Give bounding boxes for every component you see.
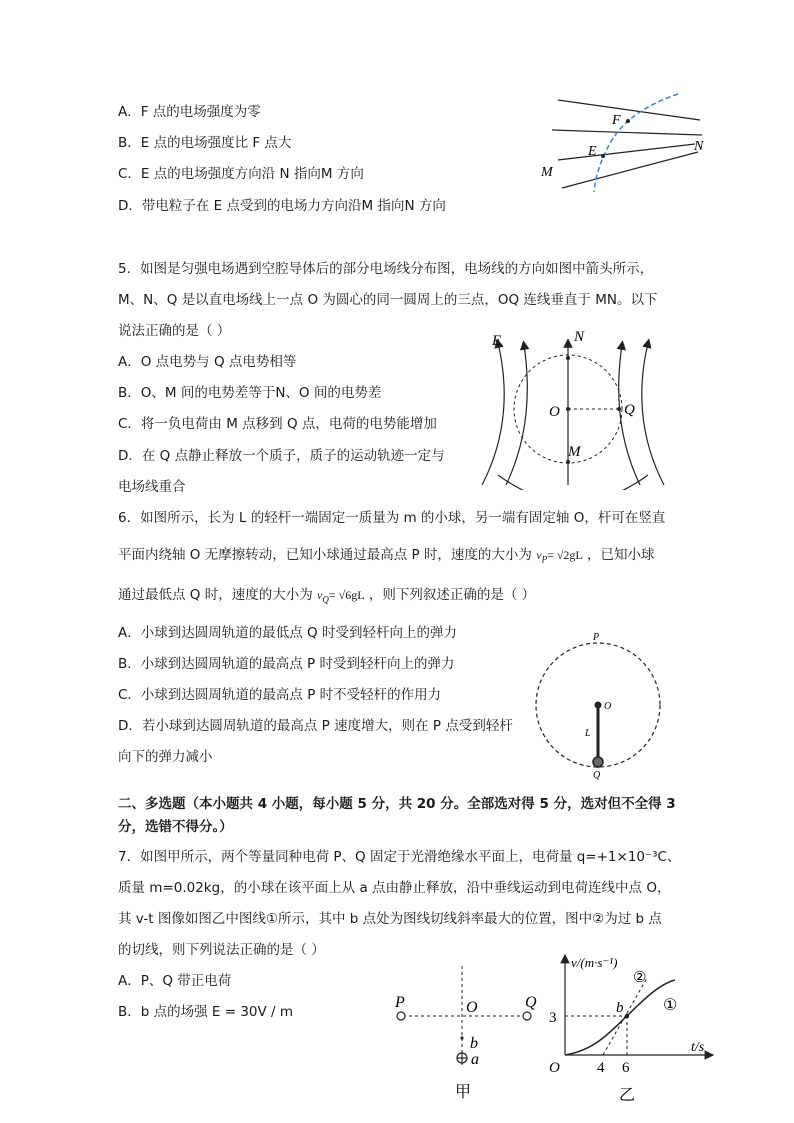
q5-label-n: N <box>574 329 585 345</box>
q7-yi-origin: O <box>549 1060 560 1076</box>
q7-yi-xtick-4: 4 <box>597 1060 605 1076</box>
q7-yi-xtick-6: 6 <box>622 1060 630 1076</box>
q7-yi-curve-label-2: ② <box>633 970 647 986</box>
q5-option-d: D．在 Q 点静止释放一个质子，质子的运动轨迹一定与 <box>118 448 445 464</box>
q7-fig-jia <box>385 962 545 1112</box>
q6-stem-line2: 平面内绕轴 O 无摩擦转动，已知小球通过最高点 P 时，速度的大小为 $v_P= √2gL$ ，已知小球 <box>118 547 655 565</box>
q5-option-b: B．O、M 间的电势差等于N、O 间的电势差 <box>118 385 382 401</box>
q7-stem-line1: 7．如图甲所示，两个等量同种电荷 P、Q 固定于光滑绝缘水平面上，电荷量 q=+1×10⁻³C、 <box>118 849 681 865</box>
q5-stem-line2: M、N、Q 是以直电场线上一点 O 为圆心的同一圆周上的三点，OQ 连线垂直于 MN。以下 <box>118 292 658 308</box>
q7-jia-label-q: Q <box>525 994 537 1011</box>
q4-option-d: D．带电粒子在 E 点受到的电场力方向沿M 指向N 方向 <box>118 198 446 214</box>
q5-cavity-field-figure <box>468 325 678 490</box>
q4-option-c: C．E 点的电场强度方向沿 N 指向M 方向 <box>118 166 364 182</box>
q5-label-q: Q <box>624 402 635 418</box>
q7-yi-ytick-3: 3 <box>549 1010 557 1026</box>
q4-field-line-figure <box>530 92 720 192</box>
q5-label-o: O <box>549 404 560 420</box>
q6-label-l: L <box>585 728 591 739</box>
q6-option-b: B．小球到达圆周轨道的最高点 P 时受到轻杆向上的弹力 <box>118 656 455 672</box>
q7-jia-label-p: P <box>395 994 405 1011</box>
q7-jia-label-o: O <box>466 999 478 1016</box>
q7-yi-ylabel: v/(m·s⁻¹) <box>571 955 618 970</box>
q4-option-b: B．E 点的电场强度比 F 点大 <box>118 135 292 151</box>
q7-jia-caption: 甲 <box>455 1084 472 1101</box>
q6-label-q: Q <box>593 770 601 780</box>
q5-stem-line1: 5．如图是匀强电场遇到空腔导体后的部分电场线分布图，电场线的方向如图中箭头所示， <box>118 261 654 277</box>
q5-option-a: A．O 点电势与 Q 点电势相等 <box>118 354 297 370</box>
q6-rod-circle-figure <box>530 628 670 780</box>
q7-yi-caption: 乙 <box>619 1087 636 1104</box>
q6-label-o: O <box>604 701 612 712</box>
q6-label-p: P <box>593 632 600 643</box>
q4-option-a: A．F 点的电场强度为零 <box>118 104 261 120</box>
q6-stem-line1: 6．如图所示，长为 L 的轻杆一端固定一质量为 m 的小球，另一端有固定轴 O，杆可在竖直 <box>118 510 666 526</box>
q7-yi-xlabel: t/s <box>691 1040 705 1055</box>
q7-jia-label-a: a <box>471 1051 479 1068</box>
q4-label-e: E <box>588 144 597 159</box>
q6-formula-vp: $v_P= √2gL$ <box>536 548 583 565</box>
q6-option-d-cont: 向下的弹力减小 <box>118 749 213 765</box>
q4-label-f: F <box>612 113 621 128</box>
q5-option-c: C．将一负电荷由 M 点移到 Q 点，电荷的电势能增加 <box>118 416 437 432</box>
q7-option-a: A．P、Q 带正电荷 <box>118 973 232 989</box>
q5-label-e: E <box>492 333 502 349</box>
q7-yi-point-b: b <box>616 1000 624 1016</box>
q6-stem-line3: 通过最低点 Q 时，速度的大小为 $v_Q= √6gL$ ，则下列叙述正确的是（ ） <box>118 587 536 605</box>
q7-stem-line4: 的切线，则下列说法正确的是（ ） <box>118 942 325 958</box>
q6-formula-vq: $v_Q= √6gL$ <box>317 588 365 605</box>
q4-label-m: M <box>541 165 553 180</box>
q7-stem-line3: 其 v-t 图像如图乙中图线①所示，其中 b 点处为图线切线斜率最大的位置，图中②为过 b 点 <box>118 911 662 927</box>
q5-stem-line3: 说法正确的是（ ） <box>118 323 231 339</box>
section-2-heading-line1: 二、多选题（本小题共 4 小题，每小题 5 分，共 20 分。全部选对得 5 分，选对但不全得 3 <box>118 796 676 812</box>
q7-option-b: B．b 点的场强 E = 30V / m <box>118 1004 294 1020</box>
q5-label-m: M <box>568 444 581 460</box>
q6-option-c: C．小球到达圆周轨道的最高点 P 时不受轻杆的作用力 <box>118 687 442 703</box>
section-2-heading-line2: 分，选错不得分。） <box>118 819 233 835</box>
q7-jia-label-b: b <box>470 1035 478 1052</box>
q6-option-d: D．若小球到达圆周轨道的最高点 P 速度增大，则在 P 点受到轻杆 <box>118 718 513 734</box>
q7-fig-yi-vt-graph <box>545 950 720 1112</box>
q5-option-d-cont: 电场线重合 <box>118 479 186 495</box>
q4-label-n: N <box>694 139 704 154</box>
q7-stem-line2: 质量 m=0.02kg，的小球在该平面上从 a 点由静止释放，沿中垂线运动到电荷连线中点 O， <box>118 880 671 896</box>
q7-yi-curve-label-1: ① <box>663 997 678 1014</box>
q6-option-a: A．小球到达圆周轨道的最低点 Q 时受到轻杆向上的弹力 <box>118 625 457 641</box>
